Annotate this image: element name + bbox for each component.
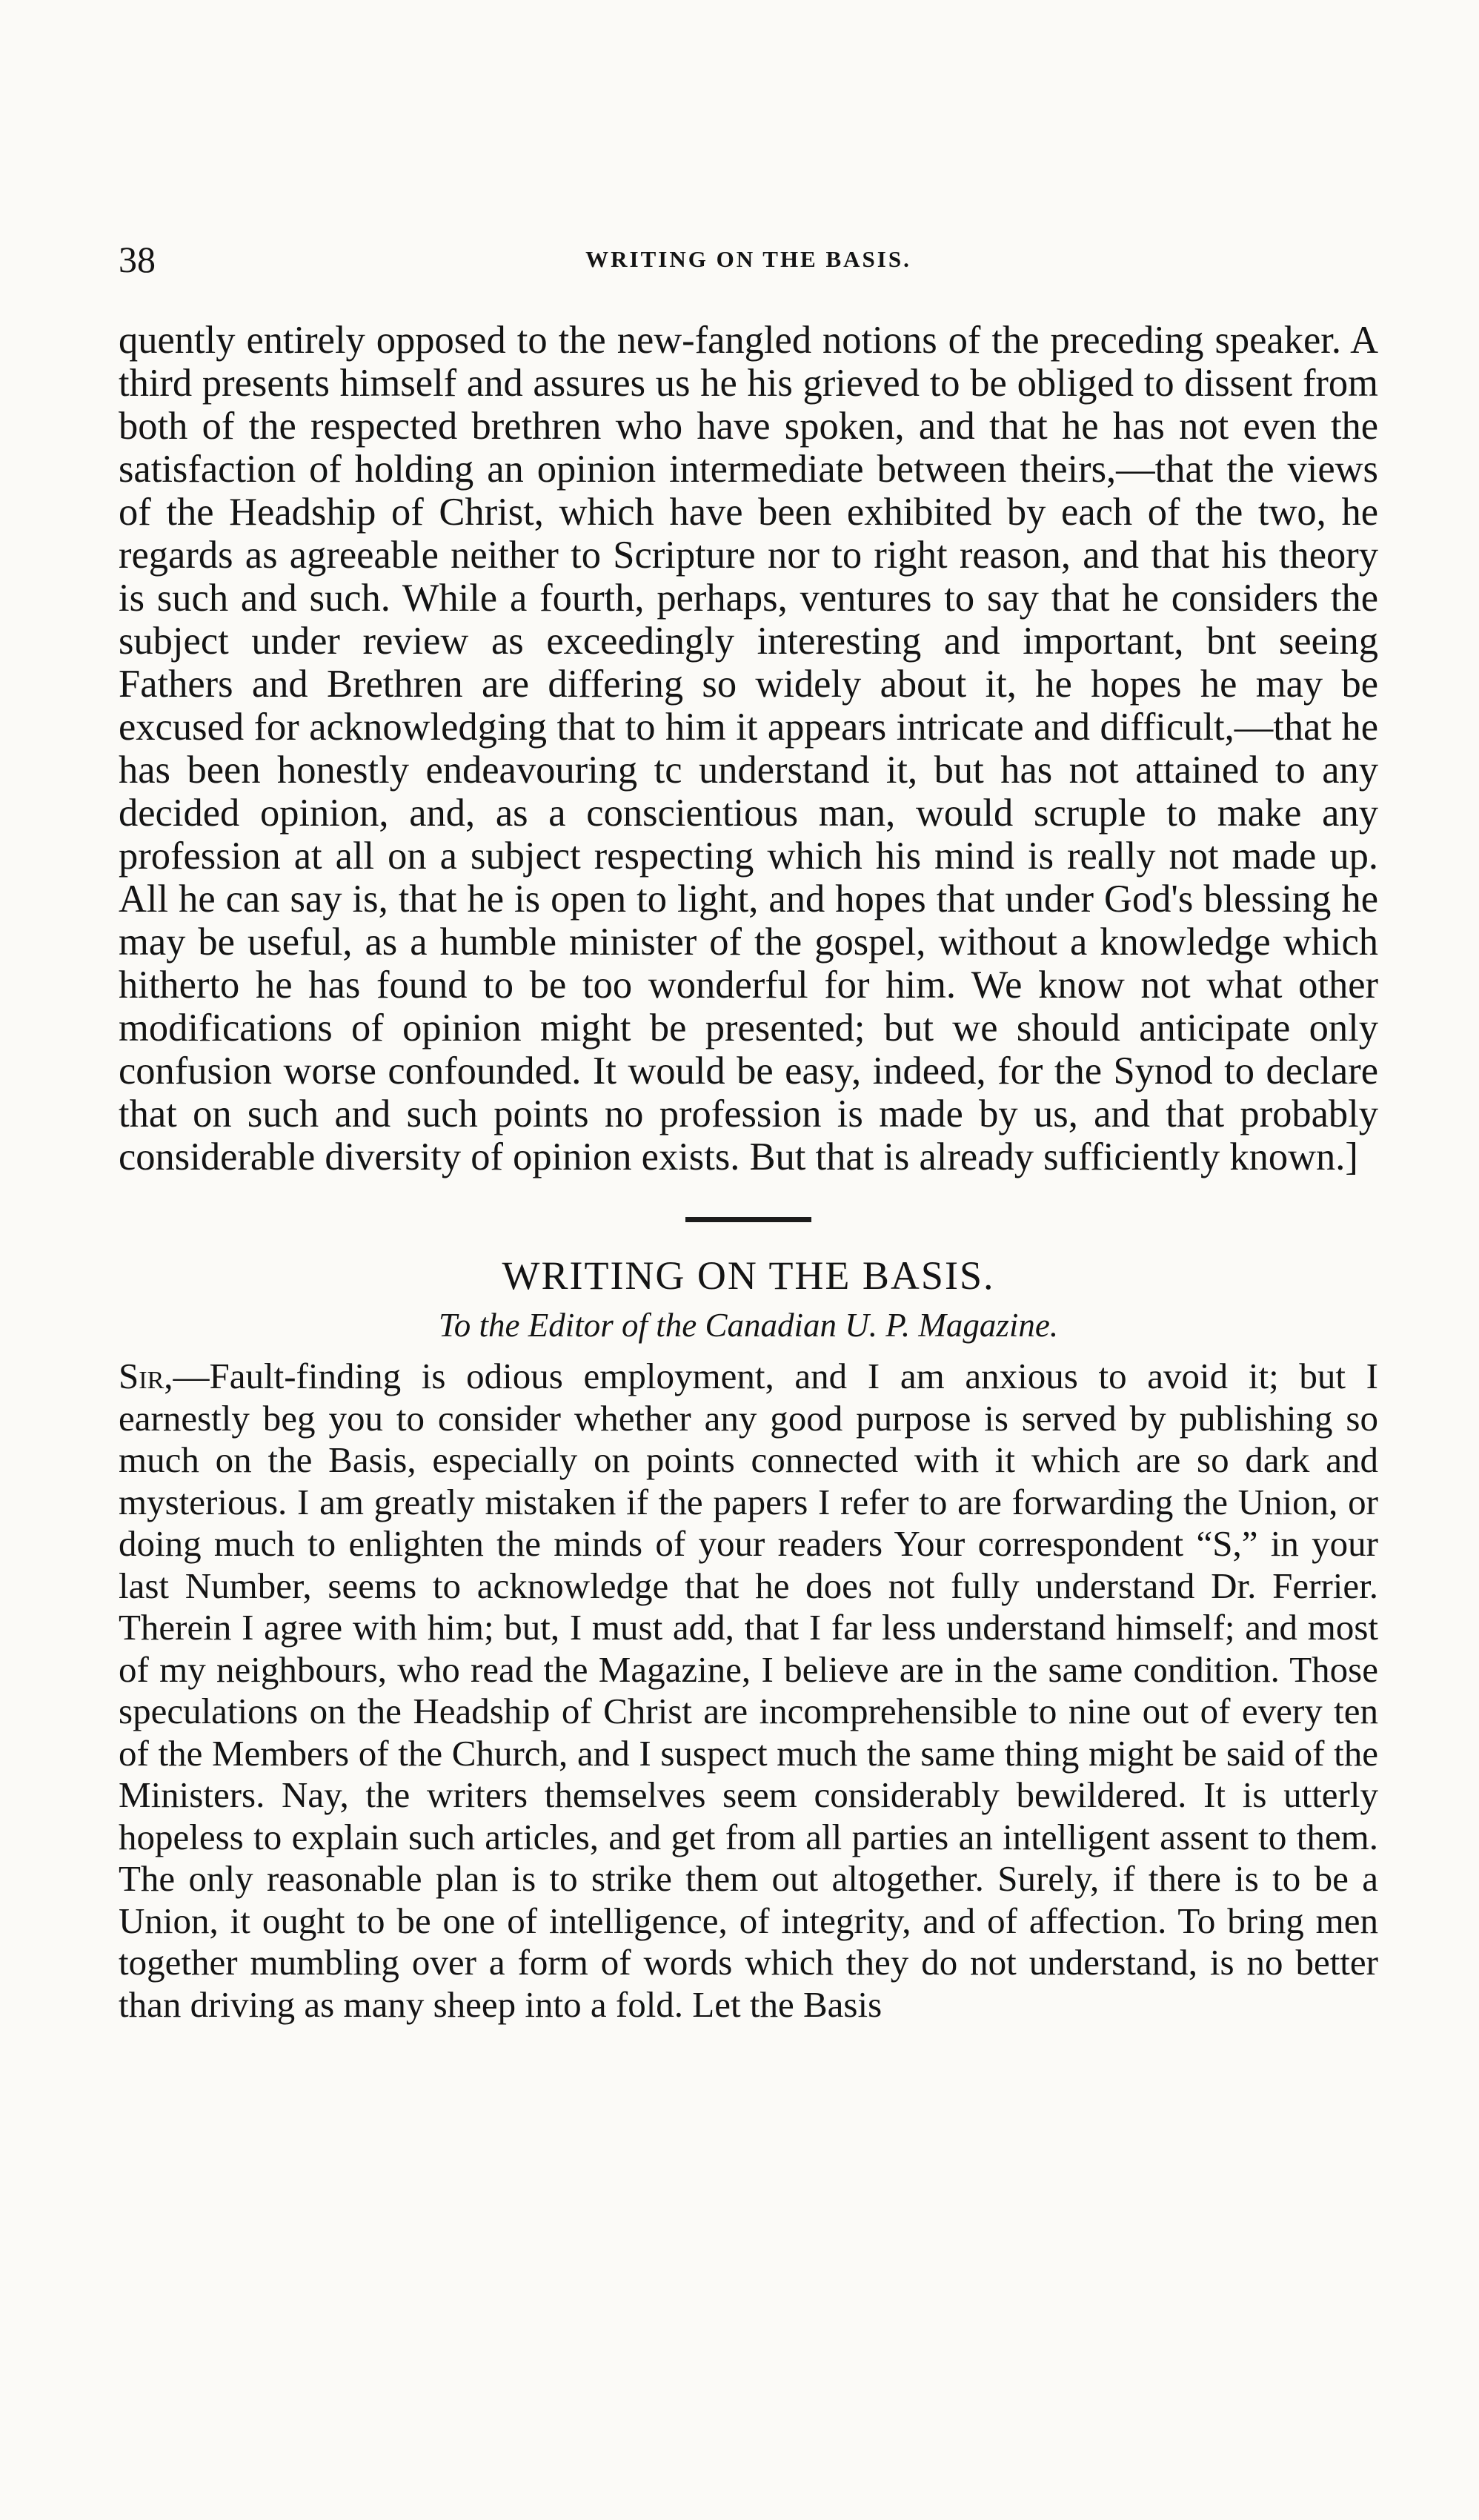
previous-article-paragraph: quently entirely opposed to the new-fangled notions of the preceding speaker. A third presents himself and assures us he his grieved to be obliged to dissent from both of the respected brethren who have spoken, and that he has not even the satisfaction of holding an opinion intermediate between theirs,—that the views of the Headship of Christ, which have been exhibited by each of the two, he regards as agreeable neither to Scripture nor to right reason, and that his theory is such and such. While a fourth, perhaps, ventures to say that he considers the subject under review as exceedingly interesting and important, bnt seeing Fathers and Brethren are differing so widely about it, he hopes he may be excused for acknowledging that to him it appears intricate and difficult,—that he has been honestly endeavouring tc understand it, but has not attained to any decided opinion, and, as a conscientious man, would scruple to make any profession at all on a subject respecting which his mind is really not made up. All he can say is, that he is open to light, and hopes that under God's blessing he may be useful, as a humble minister of the gospel, without a knowledge which hitherto he has found to be too wonderful for him. We know not what other modifications of opinion might be presented; but we should anticipate only confusion worse confounded. It would be easy, indeed, for the Synod to declare that on such and such points no profession is made by us, and that probably considerable diversity of opinion exists. But that is already sufficiently known.]	[119, 319, 1378, 1178]
page-number: 38	[119, 239, 156, 280]
book-page	[119, 237, 1378, 2026]
article-paragraph	[119, 1356, 1378, 2026]
running-head	[119, 237, 1378, 296]
article-body	[119, 1356, 1378, 2026]
article-body-text: —Fault-finding is odious employment, and I am anxious to avoid it; but I earnestly beg you to consider whether any good purpose is served by publishing so much on the Basis, especially on points connected with it which are so dark and mysterious. I am greatly mistaken if the papers I refer to are forwarding the Union, or doing much to enlighten the minds of your readers Your correspondent “S,” in your last Number, seems to acknowledge that he does not fully understand Dr. Ferrier. Therein I agree with him; but, I must add, that I far less understand himself; and most of my neighbours, who read the Magazine, I believe are in the same condition. Those speculations on the Headship of Christ are incomprehensible to nine out of every ten of the Members of the Church, and I suspect much the same thing might be said of the Ministers. Nay, the writers themselves seem considerably bewildered. It is utterly hopeless to explain such articles, and get from all parties an intelligent assent to them. The only reasonable plan is to strike them out altogether. Surely, if there is to be a Union, it ought to be one of intelligence, of integrity, and of affection. To bring men together mumbling over a form of words which they do not understand, is no better than driving as many sheep into a fold. Let the Basis	[119, 1356, 1378, 2025]
previous-article-continuation	[119, 319, 1378, 1178]
section-divider	[685, 1217, 811, 1222]
running-title: WRITING ON THE BASIS.	[585, 246, 911, 272]
salutation: Sir,	[119, 1356, 173, 1396]
article-title: WRITING ON THE BASIS.	[502, 1253, 995, 1298]
article-subtitle: To the Editor of the Canadian U. P. Magazine.	[438, 1307, 1059, 1344]
